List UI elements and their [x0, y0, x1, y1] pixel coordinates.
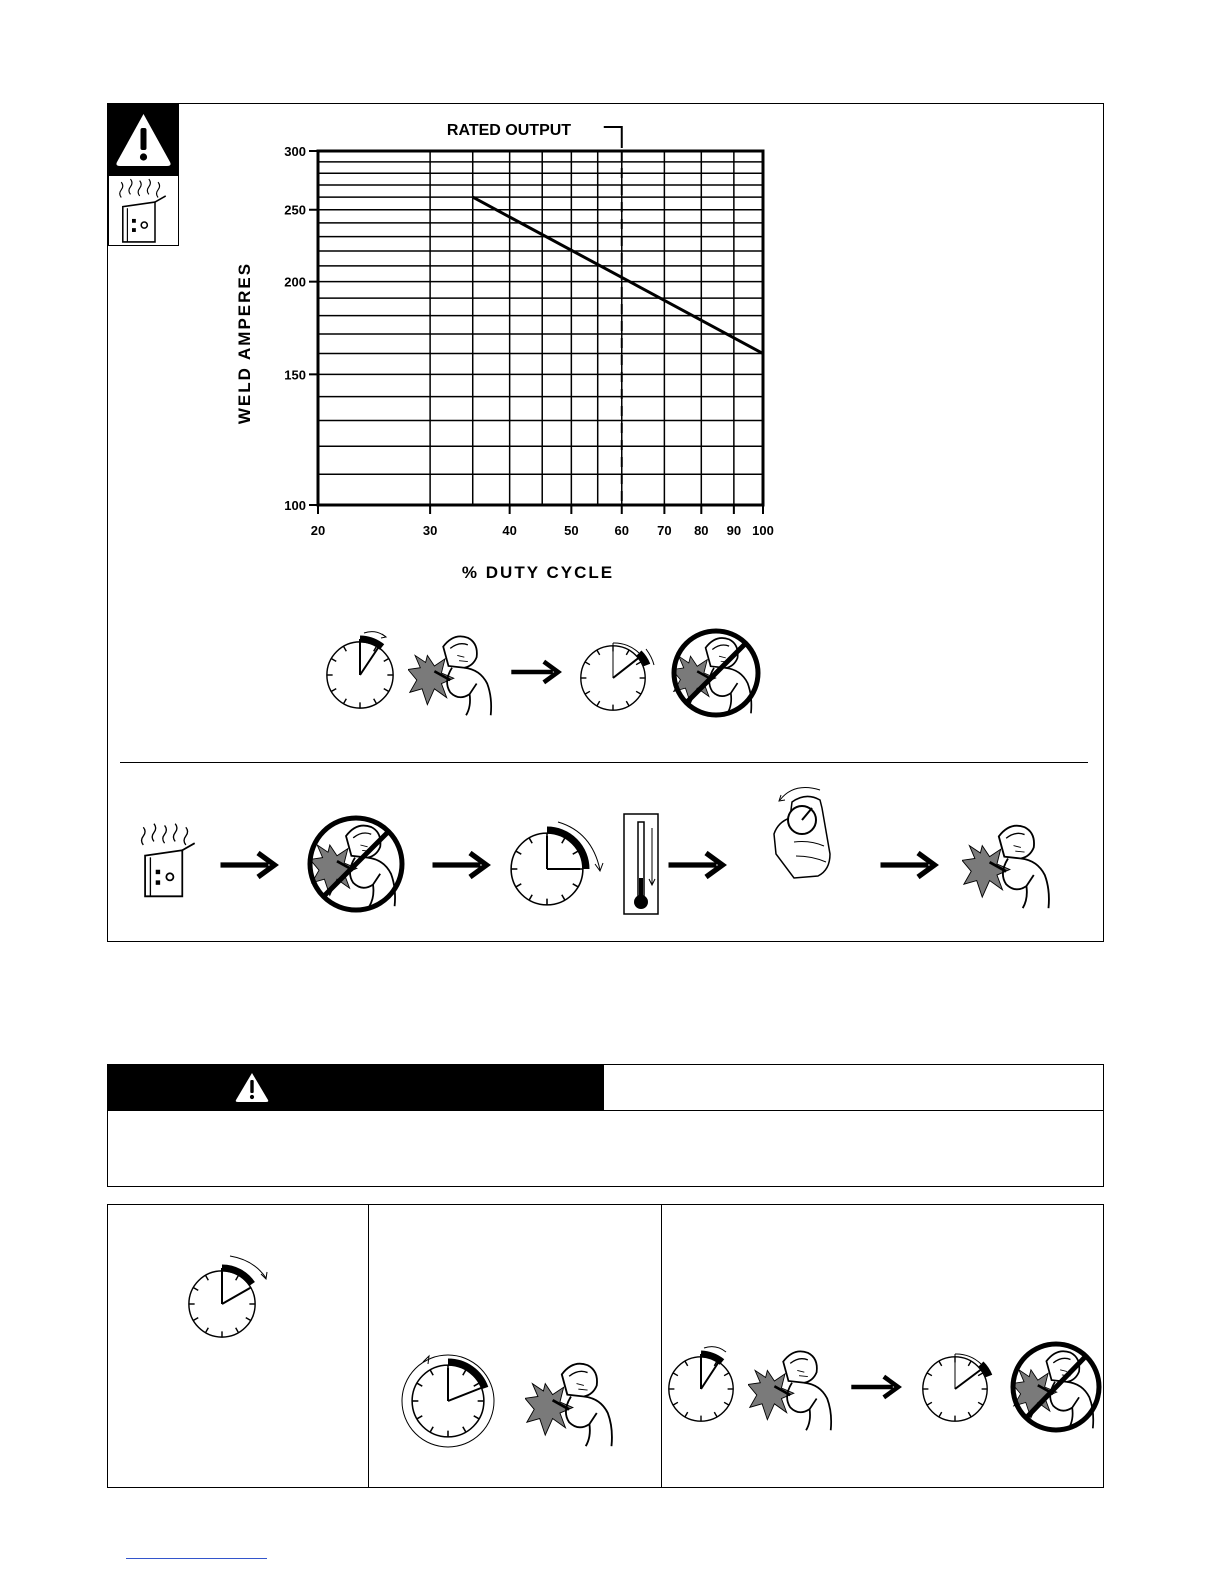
no-welding-icon — [672, 631, 758, 715]
y-tick-label: 300 — [284, 144, 306, 159]
duty-cycle-curve — [473, 197, 763, 353]
arrow-icon — [433, 853, 487, 877]
welder-arc-icon — [962, 826, 1049, 908]
no-welding-icon — [310, 818, 402, 910]
chart-plot-frame — [318, 151, 763, 505]
x-tick-label: 90 — [726, 523, 742, 538]
x-tick-label: 30 — [422, 523, 438, 538]
clock-welding-time-icon — [327, 632, 393, 708]
rated-output-leader — [604, 127, 622, 148]
clock-wait-icon — [511, 822, 603, 905]
clock-continuous-welding-icon — [395, 1350, 635, 1450]
x-tick-label: 70 — [657, 523, 672, 538]
cooling-sequence-bottom — [130, 782, 1070, 922]
warning-banner-header — [107, 1064, 604, 1111]
y-tick-label: 150 — [284, 367, 306, 383]
y-tick-label: 250 — [284, 202, 306, 218]
welder-arc-icon — [408, 636, 491, 715]
reduce-amperage-knob-icon — [774, 788, 830, 878]
thermometer-cooling-icon — [624, 814, 658, 914]
no-welding-icon — [1012, 1344, 1099, 1430]
x-tick-label: 50 — [564, 523, 579, 538]
y-axis-label: WELD AMPERES — [235, 261, 254, 425]
x-tick-label: 60 — [614, 523, 629, 538]
footer-link-rule — [126, 1558, 267, 1559]
x-tick-label: 20 — [310, 523, 326, 538]
overheated-unit-icon — [142, 824, 195, 897]
x-tick-label: 100 — [752, 523, 774, 538]
y-tick-label: 200 — [284, 274, 306, 290]
duty-cycle-sequence-top — [320, 625, 770, 720]
welder-arc-icon — [525, 1364, 612, 1446]
warning-banner-rule — [604, 1110, 1104, 1111]
x-axis-label: % DUTY CYCLE — [461, 563, 615, 582]
clock-cycle-sequence-icon — [662, 1340, 1104, 1440]
rated-output-label: RATED OUTPUT — [446, 122, 572, 139]
y-tick-label: 100 — [284, 498, 306, 513]
clock-rest-time-icon — [581, 643, 654, 710]
arrow-icon — [669, 853, 723, 877]
x-tick-label: 80 — [694, 523, 709, 538]
duty-cycle-chart — [0, 0, 800, 600]
arrow-icon — [881, 853, 935, 877]
chart-grid — [318, 151, 763, 505]
panel-divider-1 — [368, 1205, 369, 1487]
x-tick-label: 40 — [502, 523, 517, 538]
clock-duty-icon — [180, 1250, 280, 1346]
section-divider — [120, 762, 1088, 763]
arrow-icon — [851, 1377, 898, 1398]
welder-arc-icon — [748, 1351, 831, 1430]
arrow-icon — [221, 853, 275, 877]
arrow-icon — [511, 662, 558, 683]
warning-triangle-icon — [234, 1071, 270, 1103]
